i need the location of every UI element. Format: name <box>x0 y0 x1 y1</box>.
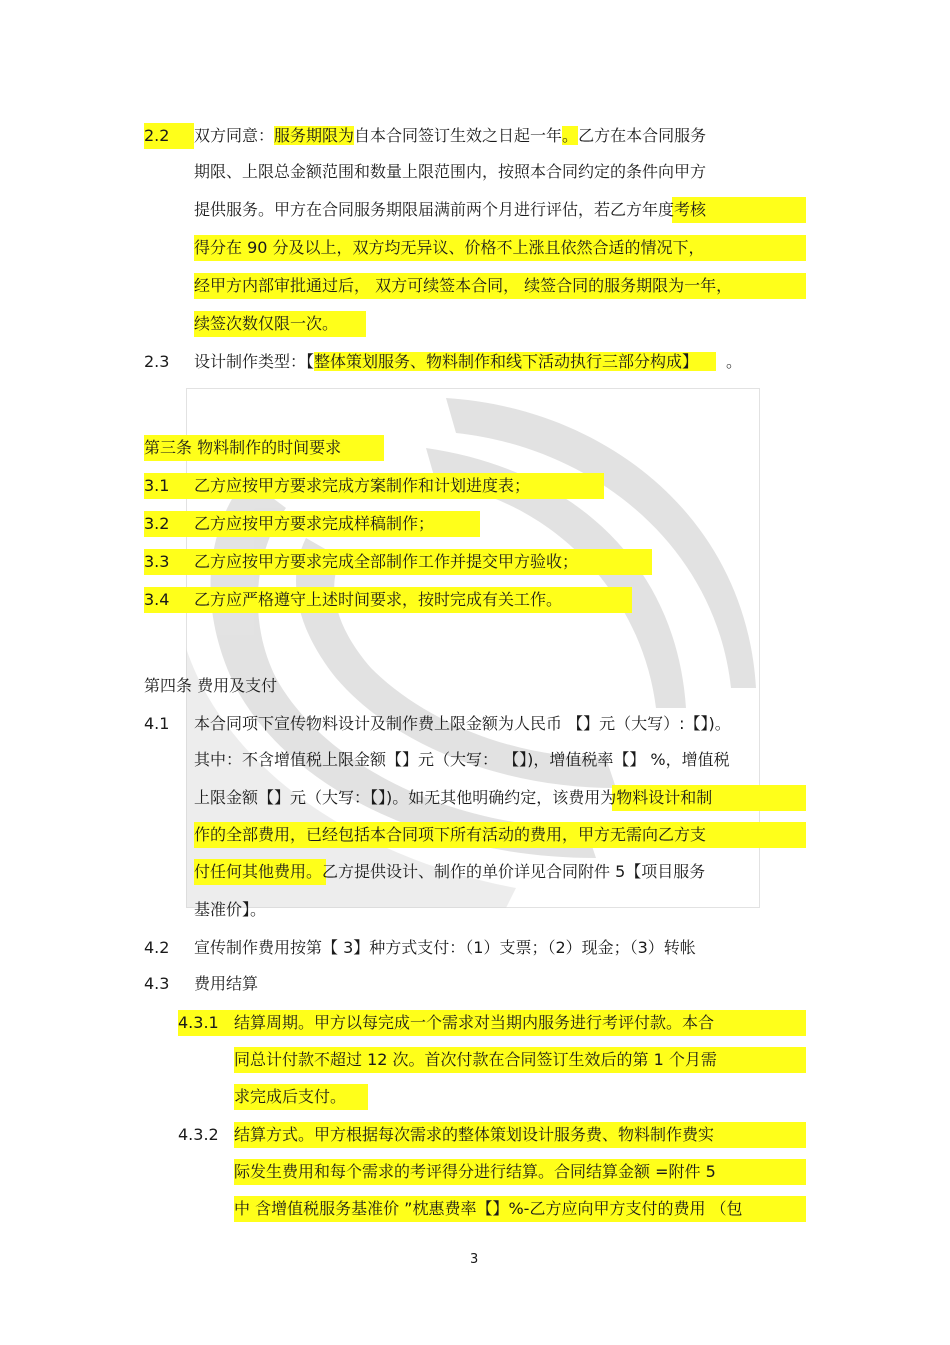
clause-2-2-line-3 <box>194 197 706 223</box>
text: 。 <box>726 352 743 371</box>
clause-4-1-line-6: 基准价】。 <box>194 900 267 919</box>
clause-4-3: 费用结算 <box>194 974 259 993</box>
highlighted-text: 费用为物料设计和制 <box>568 788 713 807</box>
clause-number: 3.4 <box>144 590 170 609</box>
text: 上限金额【】元（大写：【】)。如无其他明确约定，该 <box>194 788 569 807</box>
clause-number: 4.3 <box>144 974 170 993</box>
clause-4-3-2-line-2: 际发生费用和每个需求的考评得分进行结算。合同结算金额 =附件 5 <box>234 1162 716 1181</box>
clause-4-1-line-2: 其中：不含增值税上限金额【】元（大写： 【】)，增值税率【】 %，增值税 <box>194 750 730 769</box>
clause-number: 4.3.1 <box>178 1013 219 1032</box>
clause-2-2-line-4: 得分在 90 分及以上，双方均无异议、价格不上涨且依然合适的情况下， <box>194 238 705 257</box>
text: 乙方在本合同服务 <box>578 126 707 145</box>
clause-number: 4.3.2 <box>178 1125 219 1144</box>
highlighted-text: 付任何其他费用。 <box>194 862 323 881</box>
text: 【 <box>306 352 315 371</box>
clause-3-4: 乙方应严格遵守上述时间要求，按时完成有关工作。 <box>194 590 563 609</box>
clause-2-2-line-2: 期限、上限总金额范围和数量上限范围内，按照本合同约定的条件向甲方 <box>194 162 707 181</box>
highlighted-text: 方年度考核 <box>626 200 707 219</box>
clause-4-1-line-1: 本合同项下宣传物料设计及制作费上限金额为人民币 【】元（大写）:【】)。 <box>194 714 731 733</box>
clause-number: 2.2 <box>144 126 170 145</box>
clause-3-1: 乙方应按甲方要求完成方案制作和计划进度表； <box>194 476 531 495</box>
clause-4-1-line-4: 作的全部费用，已经包括本合同项下所有活动的费用，甲方无需向乙方支 <box>194 825 707 844</box>
clause-2-2-line-5: 经甲方内部审批通过后， 双方可续签本合同， 续签合同的服务期限为一年， <box>194 276 733 295</box>
clause-number: 3.2 <box>144 514 170 533</box>
clause-2-2-line-6: 续签次数仅限一次。 <box>194 314 339 333</box>
text: 乙方提供设计、制作的单价详见合同附件 5【项目服务 <box>322 862 706 881</box>
clause-4-1-line-3 <box>194 785 712 811</box>
clause-number: 3.1 <box>144 476 170 495</box>
article-4-title: 第四条 费用及支付 <box>144 676 278 695</box>
page-number: 3 <box>470 1252 479 1267</box>
text: 设计制作类型： <box>194 352 307 371</box>
highlighted-text: 服务期限为 <box>274 126 355 145</box>
clause-4-3-1-line-2: 同总计付款不超过 12 次。首次付款在合同签订生效后的第 1 个月需 <box>234 1050 717 1069</box>
clause-3-2: 乙方应按甲方要求完成样稿制作； <box>194 514 435 533</box>
highlighted-text: 。 <box>562 126 579 145</box>
clause-number: 4.1 <box>144 714 170 733</box>
clause-2-3 <box>194 349 742 375</box>
clause-number: 2.3 <box>144 352 170 371</box>
highlighted-text: 整体策划服务、物料制作和线下活动执行三部分构成】 <box>314 352 716 371</box>
clause-4-2: 宣传制作费用按第【 3】种方式支付：（1）支票；（2）现金；（3）转帐 <box>194 938 696 957</box>
text: 双方同意： <box>194 126 275 145</box>
clause-number: 4.2 <box>144 938 170 957</box>
clause-number: 3.3 <box>144 552 170 571</box>
clause-4-3-1-line-3: 求完成后支付。 <box>234 1087 347 1106</box>
clause-4-3-2-line-1: 结算方式。甲方根据每次需求的整体策划设计服务费、物料制作费实 <box>234 1125 715 1144</box>
text: 自本合同签订生效之日起一年 <box>354 126 563 145</box>
clause-3-3: 乙方应按甲方要求完成全部制作工作并提交甲方验收； <box>194 552 579 571</box>
clause-4-3-2-line-3: 中 含增值税服务基准价 ”枕惠费率【】%-乙方应向甲方支付的费用 （包 <box>234 1199 743 1218</box>
clause-4-3-1-line-1: 结算周期。甲方以每完成一个需求对当期内服务进行考评付款。本合 <box>234 1013 715 1032</box>
text: 提供服务。甲方在合同服务期限届满前两个月进行评估，若乙 <box>194 200 627 219</box>
clause-2-2-line-1 <box>194 123 706 149</box>
clause-4-1-line-5 <box>194 859 705 885</box>
article-3-title: 第三条 物料制作的时间要求 <box>144 438 342 457</box>
